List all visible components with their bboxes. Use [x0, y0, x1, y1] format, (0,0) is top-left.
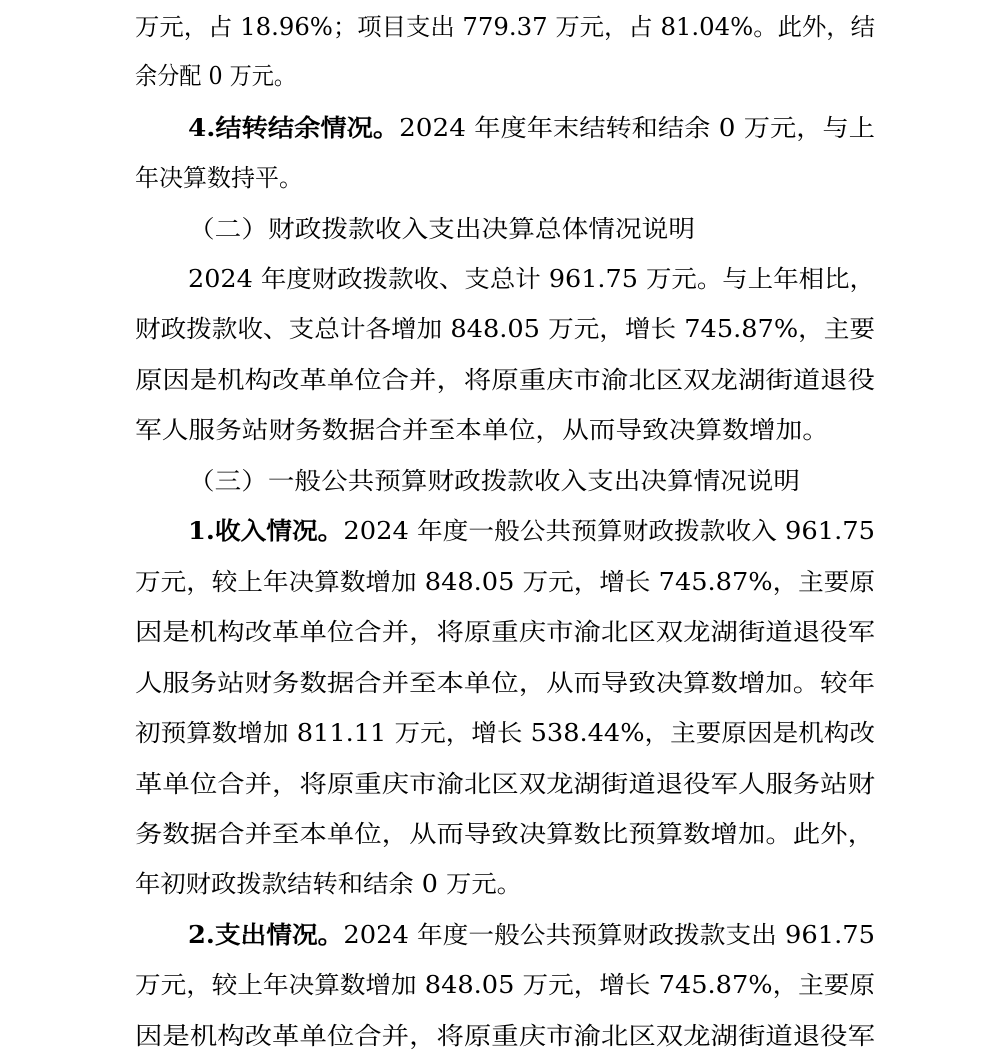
- line-content: [135, 866, 522, 902]
- line-text: 初预算数增加 811.11 万元，增长 538.44%，主要原因是机构改: [135, 719, 875, 747]
- line-text: 2024 年度一般公共预算财政拨款支出 961.75: [343, 921, 875, 949]
- line-content: [135, 766, 875, 802]
- subsection-line: [188, 917, 875, 953]
- section-heading: [188, 211, 695, 247]
- paragraph-line: [135, 58, 296, 94]
- paragraph-line: [135, 311, 875, 347]
- line-content: [188, 917, 875, 953]
- paragraph-line: [135, 412, 829, 448]
- paragraph-line: [135, 816, 875, 852]
- line-text: 万元，占 18.96%；项目支出 779.37 万元，占 81.04%。此外，结: [135, 13, 876, 41]
- line-content: [135, 311, 875, 347]
- line-text: 万元，较上年决算数增加 848.05 万元，增长 745.87%，主要原: [135, 971, 875, 999]
- paragraph-line: [135, 614, 875, 650]
- paragraph-line: [135, 564, 875, 600]
- line-text: 2024 年度年末结转和结余 0 万元，与上: [399, 114, 875, 142]
- section-heading-text: （二）财政拨款收入支出决算总体情况说明: [188, 215, 695, 243]
- paragraph-line: [135, 665, 875, 701]
- line-content: [188, 463, 800, 499]
- line-text: 万元，较上年决算数增加 848.05 万元，增长 745.87%，主要原: [135, 568, 875, 596]
- line-content: [135, 715, 875, 751]
- line-content: [135, 816, 875, 852]
- line-text: 2024 年度一般公共预算财政拨款收入 961.75: [343, 517, 875, 545]
- line-text: 财政拨款收、支总计各增加 848.05 万元，增长 745.87%，主要: [135, 315, 875, 343]
- paragraph-line: [135, 1018, 875, 1054]
- subsection-line: [188, 110, 875, 146]
- line-content: [188, 211, 695, 247]
- line-content: [135, 1018, 875, 1054]
- line-text: 年初财政拨款结转和结余 0 万元。: [135, 870, 522, 898]
- subsection-heading: 4.结转结余情况。: [188, 113, 400, 142]
- paragraph-line: [135, 160, 303, 196]
- line-content: [135, 412, 829, 448]
- paragraph-line: [135, 715, 875, 751]
- line-text: 因是机构改革单位合并，将原重庆市渝北区双龙湖街道退役军: [135, 618, 875, 646]
- line-content: [135, 665, 875, 701]
- subsection-heading: 2.支出情况。: [188, 920, 344, 949]
- subsection-heading: 1.收入情况。: [188, 516, 344, 545]
- line-text: 人服务站财务数据合并至本单位，从而导致决算数增加。较年: [135, 669, 875, 697]
- line-text: 原因是机构改革单位合并，将原重庆市渝北区双龙湖街道退役: [135, 366, 875, 394]
- paragraph-line: [188, 261, 875, 297]
- line-content: [188, 261, 875, 297]
- line-text: 革单位合并，将原重庆市渝北区双龙湖街道退役军人服务站财: [135, 770, 875, 798]
- line-content: [135, 362, 875, 398]
- line-content: [135, 58, 296, 94]
- paragraph-line: [135, 866, 522, 902]
- line-content: [135, 614, 875, 650]
- line-text: 军人服务站财务数据合并至本单位，从而导致决算数增加。: [135, 416, 829, 444]
- line-content: [135, 160, 303, 196]
- paragraph-line: [135, 9, 875, 45]
- line-content: [188, 110, 875, 146]
- subsection-line: [188, 513, 875, 549]
- line-content: [135, 967, 875, 1003]
- line-content: [188, 513, 875, 549]
- line-text: 余分配 0 万元。: [135, 62, 296, 90]
- line-text: 年决算数持平。: [135, 164, 303, 192]
- line-text: 2024 年度财政拨款收、支总计 961.75 万元。与上年相比，: [188, 265, 875, 293]
- paragraph-line: [135, 766, 875, 802]
- line-text: 因是机构改革单位合并，将原重庆市渝北区双龙湖街道退役军: [135, 1022, 875, 1050]
- section-heading-text: （三）一般公共预算财政拨款收入支出决算情况说明: [188, 467, 800, 495]
- line-content: [135, 564, 875, 600]
- paragraph-line: [135, 967, 875, 1003]
- section-heading: [188, 463, 800, 499]
- line-text: 务数据合并至本单位，从而导致决算数比预算数增加。此外，: [135, 820, 875, 848]
- line-content: [135, 9, 875, 45]
- paragraph-line: [135, 362, 875, 398]
